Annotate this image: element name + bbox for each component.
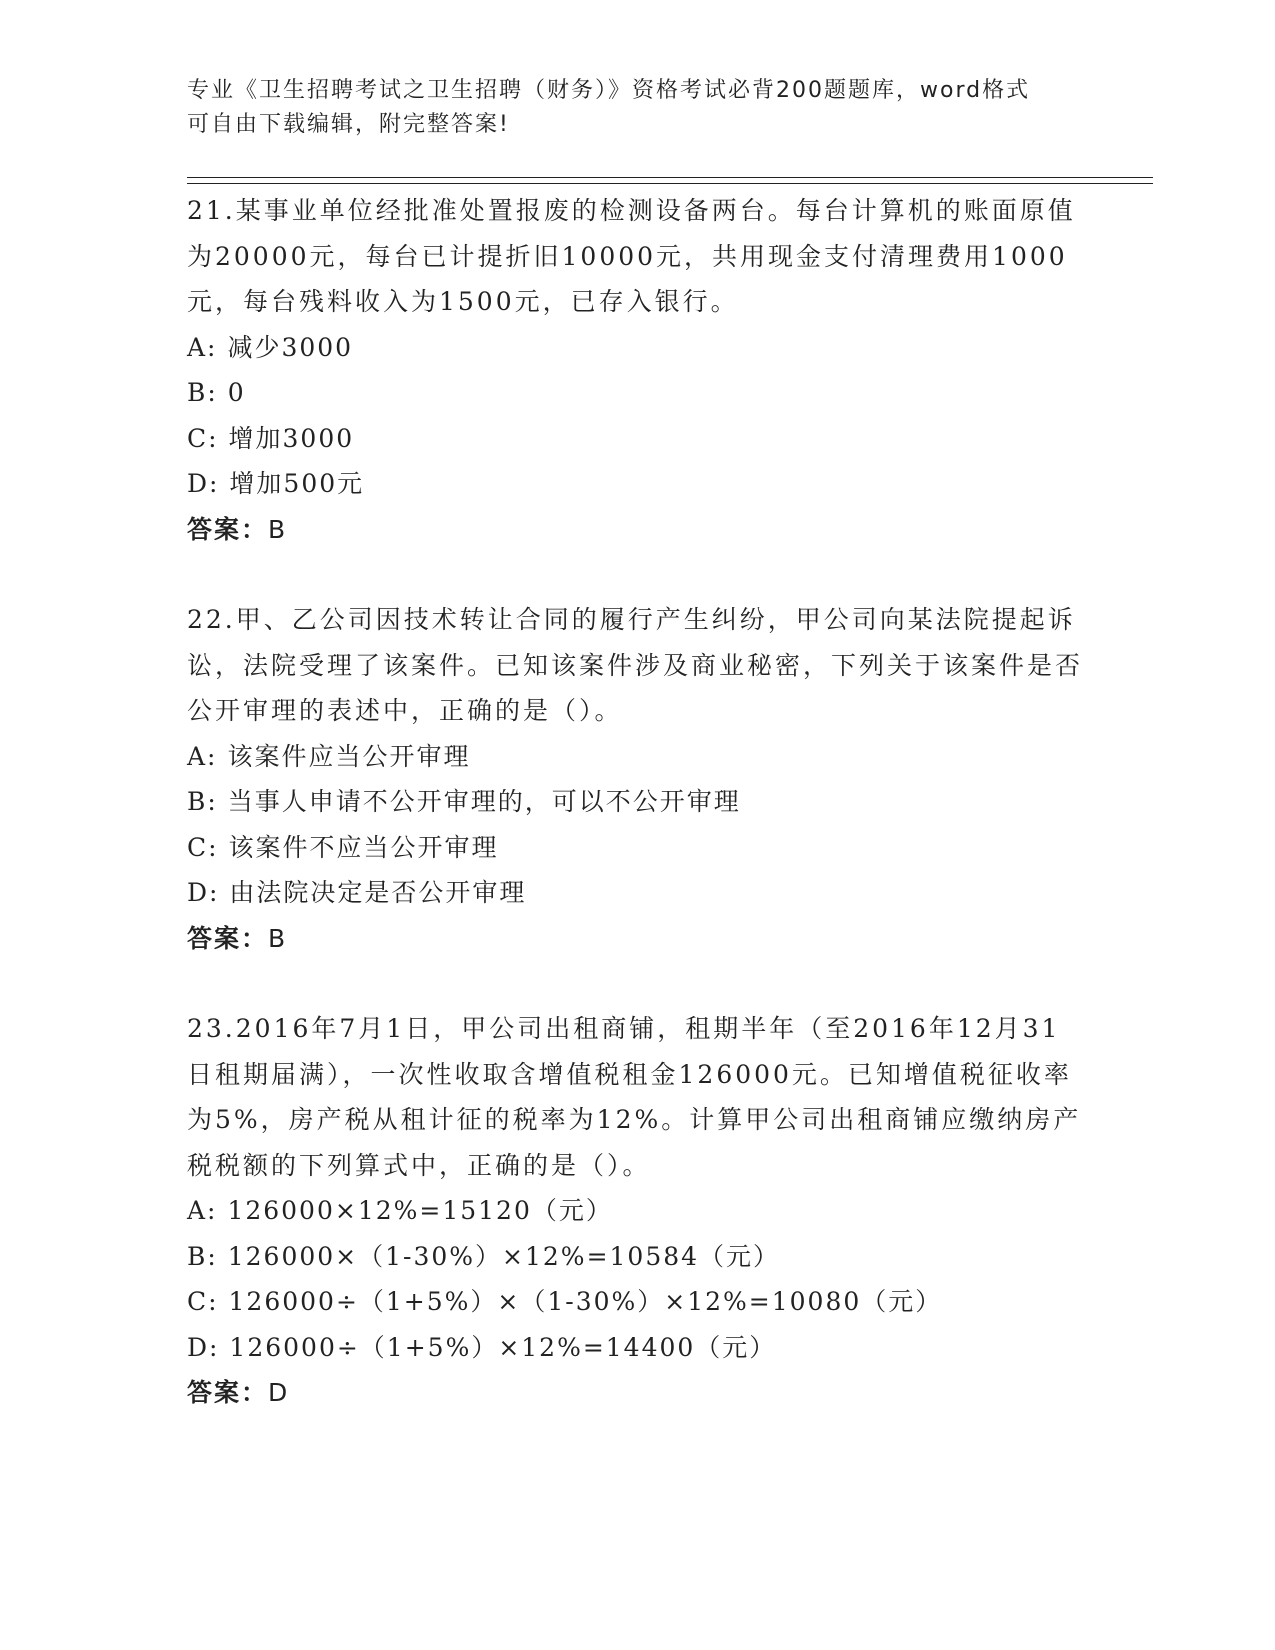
option-label: B: [187,1241,218,1271]
option-text: 由法院决定是否公开审理 [229,878,527,907]
option-c [187,1279,1087,1325]
option-c [187,416,1087,462]
option-text: 该案件不应当公开审理 [228,832,499,862]
option-label: C: [187,1287,219,1316]
answer [187,916,1087,962]
answer-value: B [268,923,287,953]
option-label: A: [187,741,218,771]
question-21 [187,188,1087,552]
option-text: 该案件应当公开审理 [227,741,471,771]
option-d [187,461,1087,507]
option-text: 126000×（1-30%）×12%=10584（元） [227,1241,781,1271]
option-label: B: [187,378,218,407]
document-header [187,74,1067,142]
option-b [187,370,1087,416]
option-label: D: [187,878,220,907]
option-text: 126000÷（1+5%）×12%=14400（元） [229,1332,777,1362]
question-stem: 21.某事业单位经批准处置报废的检测设备两台。每台计算机的账面原值为20000元，每台已计提折旧10000元，共用现金支付清理费用1000元，每台残料收入为1500元，已存入银行。 [187,196,1076,316]
option-text: 增加3000 [228,423,355,453]
option-c [187,825,1087,871]
option-label: D: [187,1332,220,1362]
question-23 [187,1006,1087,1416]
option-text: 126000÷（1+5%）×（1-30%）×12%=10080（元） [228,1287,943,1316]
answer [187,507,1087,553]
answer-label: 答案： [187,1378,269,1407]
answer-label: 答案： [187,514,269,544]
header-divider-top [187,177,1153,178]
header-divider-bottom [187,183,1153,184]
question-stem: 23.2016年7月1日，甲公司出租商铺，租期半年（至2016年12月31日租期届满），一次性收取含增值税租金126000元。已知增值税征收率为5%，房产税从租计征的税率为12%。计算甲公司出租商铺应缴纳房产税税额的下列算式中，正确的是（）。 [187,1014,1082,1180]
answer-value: D [268,1378,289,1407]
answer-label: 答案： [187,923,269,953]
header-line-2: 可自由下载编辑，附完整答案! [187,112,510,137]
option-b [187,1234,1087,1280]
option-label: A: [187,1196,218,1225]
option-label: C: [187,423,219,453]
option-a [187,1188,1087,1234]
question-stem: 22.甲、乙公司因技术转让合同的履行产生纠纷，甲公司向某法院提起诉讼，法院受理了该案件。已知该案件涉及商业秘密，下列关于该案件是否公开审理的表述中，正确的是（）。 [187,605,1084,725]
option-b [187,779,1087,825]
option-text: 126000×12%=15120（元） [227,1196,613,1225]
option-text: 0 [227,378,246,407]
option-a [187,325,1087,371]
option-text: 增加500元 [229,469,365,498]
header-line-1: 专业《卫生招聘考试之卫生招聘（财务）》资格考试必背200题题库，word格式 [187,78,1031,103]
answer-value: B [268,514,287,544]
option-a [187,734,1087,780]
option-label: D: [187,469,220,498]
option-label: B: [187,787,218,816]
option-d [187,1325,1087,1371]
question-22 [187,597,1087,961]
answer [187,1370,1087,1416]
option-d [187,870,1087,916]
option-label: C: [187,832,219,862]
option-text: 减少3000 [227,332,354,362]
option-text: 当事人申请不公开审理的，可以不公开审理 [227,787,741,816]
option-label: A: [187,332,218,362]
